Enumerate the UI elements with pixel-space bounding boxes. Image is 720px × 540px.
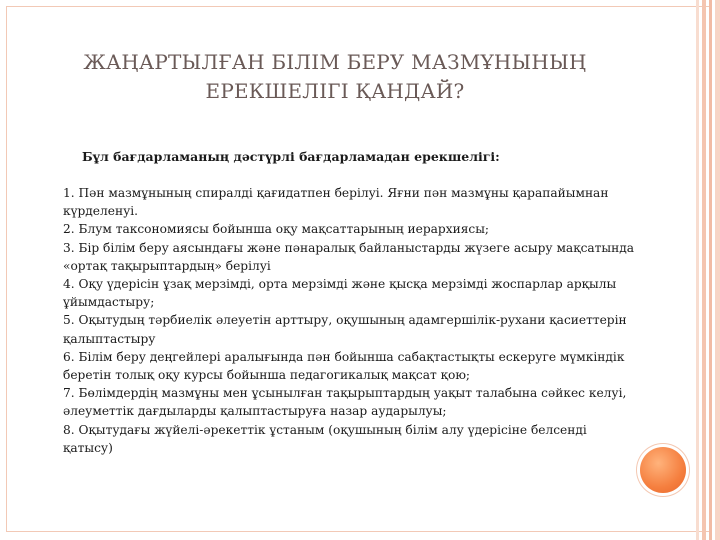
stripe: [702, 0, 706, 540]
list-item: 6. Білім беру деңгейлері аралығында пән бойынша сабақтастықты ескеруге мүмкіндік беретін толық оқу курсы бойынша педагогикалық мақсат қою;: [63, 349, 625, 383]
decorative-circle: [640, 447, 686, 493]
list-item: 3. Бір білім беру аясындағы және пәнаралық байланыстарды жүзеге асыру мақсатында «ортақ тақырыптардың» берілуі: [63, 240, 635, 273]
list-item: 1. Пән мазмұнының спиралді қағидатпен берілуі. Яғни пән мазмұны қарапайымнан күрделенуі.: [63, 186, 609, 219]
list-item: 7. Бөлімдердің мазмұны мен ұсынылған тақырыптардың уақыт талабына сәйкес келуі, әлеуметтік дағдыларды қалыптастыруға назар аударылуы;: [63, 386, 627, 419]
stripe: [709, 0, 712, 540]
list-item: 8. Оқытудағы жүйелі-әрекеттік ұстаным (оқушының білім алу үдерісіне белсенді қатысу): [63, 422, 587, 455]
list-item: 4. Оқу үдерісін ұзақ мерзімді, орта мерзімді және қысқа мерзімді жоспарлар арқылы ұйымдастыру;: [63, 277, 617, 310]
slide-subtitle: Бұл бағдарламаның дәстүрлі бағдарламадан ерекшелігі:: [82, 149, 500, 164]
slide-title-line-1: ЖАҢАРТЫЛҒАН БІЛІМ БЕРУ МАЗМҰНЫНЫҢ: [83, 50, 587, 74]
slide-title: [30, 48, 640, 106]
list-item: 5. Оқытудың тәрбиелік әлеуетін арттыру, оқушының адамгершілік-рухани қасиеттерін қалыптастыру: [63, 313, 627, 346]
slide-title-line-2: ЕРЕКШЕЛІГІ ҚАНДАЙ?: [205, 79, 465, 103]
list-item: 2. Блум таксономиясы бойынша оқу мақсаттарының иерархиясы;: [63, 222, 490, 237]
stripe: [696, 0, 699, 540]
stripe: [715, 0, 720, 540]
decorative-stripes: [694, 0, 720, 540]
features-list: [63, 184, 638, 457]
